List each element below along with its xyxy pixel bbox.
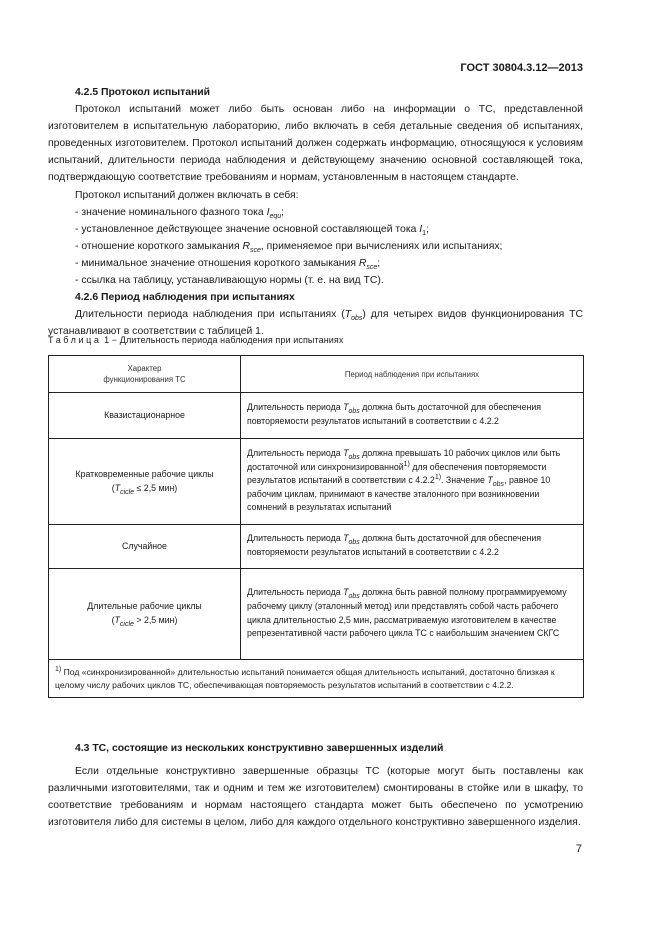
page-number: 7 <box>575 843 582 855</box>
period-cell: Длительность периода $T_{obs}$ должна быть достаточной для обеспечения повторяемости результатов испытаний в соответствии с 4.2.2 <box>241 525 584 569</box>
paragraph: Длительности периода наблюдения при испытаниях $(T_{obs})$ для четырех видов функционирования ТС устанавливают в соответствии с таблицей 1. <box>48 309 583 338</box>
col-header-mode: Характер функционирования ТС <box>49 356 241 393</box>
observation-period-table <box>48 355 584 698</box>
section-title: 4.2.6 Период наблюдения при испытаниях <box>75 292 295 304</box>
table-row <box>49 393 584 439</box>
list-item: - установленное действующее значение основной составляющей тока $I_1$; <box>75 223 429 237</box>
mode-cell: Длительные рабочие циклы ($T_{cicle} > 2,5$ мин) <box>49 569 241 660</box>
table-footnote-row <box>49 660 584 698</box>
table-header-row <box>49 356 584 393</box>
paragraph: Протокол испытаний должен включать в себя: <box>75 189 299 201</box>
table-row <box>49 525 584 569</box>
mode-cell: Квазистационарное <box>49 393 241 439</box>
document-id: ГОСТ 30804.3.12—2013 <box>460 62 583 74</box>
period-cell: Длительность периода $T_{obs}$ должна быть равной полному программируемому рабочему циклу (эталонный метод) или представлять собой часть рабочего цикла длительностью 2,5 мин, рассматриваемую изготовителем в качестве репрезентативной части рабочего цикла ТС с наибольшим значением СКГС <box>241 569 584 660</box>
table-footnote: $^{1)}$ Под «синхронизированной» длительностью испытаний понимается общая длительность испытаний, достаточно близкая к целому числу рабочих циклов ТС, обеспечивающая повторяемость результатов испытаний в соответствии с 4.2.2. <box>49 660 584 698</box>
mode-cell: Случайное <box>49 525 241 569</box>
table-row <box>49 439 584 525</box>
period-cell: Длительность периода $T_{obs}$ должна быть достаточной для обеспечения повторяемости результатов испытаний в соответствии с 4.2.2 <box>241 393 584 439</box>
section-title: 4.2.5 Протокол испытаний <box>75 87 211 98</box>
list-item: - значение номинального фазного тока $I_{equ}$; <box>75 206 285 220</box>
paragraph: Если отдельные конструктивно завершенные образцы ТС (которые могут быть поставлены как различными изготовителями, так и одним и тем же изготовителем) смонтированы в стойке или в шкафу, то соответствие требованиям и нормам настоящего стандарта может быть обеспечено по усмотрению изготовителя либо для системы в целом, либо для каждого отдельного конструктивно завершенного изделия. <box>48 766 583 829</box>
col-header-period: Период наблюдения при испытаниях <box>241 356 584 393</box>
table-caption: Таблица 1 − Длительность периода наблюдения при испытаниях <box>48 335 344 345</box>
list-item: - минимальное значение отношения короткого замыкания $R_{sce}$; <box>75 257 381 272</box>
mode-cell: Кратковременные рабочие циклы ($T_{cicle} \le 2,5$ мин) <box>49 439 241 525</box>
list-item: - отношение короткого замыкания $R_{sce}$, применяемое при вычислениях или испытаниях; <box>75 240 503 254</box>
list-item: - ссылка на таблицу, устанавливающую нормы (т. е. на вид ТС). <box>75 275 384 287</box>
table-row <box>49 569 584 660</box>
section-title: 4.3 ТС, состоящие из нескольких конструктивно завершенных изделий <box>75 743 444 754</box>
paragraph: Протокол испытаний может либо быть основан либо на информации о ТС, представленной изготовителем в испытательную лабораторию, либо включать в себя детальные сведения об испытаниях, проведенных изготовителем. Протокол испытаний должен содержать информацию, относящуюся к условиям испытаний, длительности периода наблюдения и действующему значению основной составляющей тока, подтверждающую соответствие требованиям и нормам, установленным в настоящем стандарте. <box>48 104 583 184</box>
section-4-2-5 <box>48 84 583 340</box>
section-4-3 <box>48 740 583 831</box>
protocol-contents-list <box>48 204 583 289</box>
period-cell: Длительность периода $T_{obs}$ должна превышать 10 рабочих циклов или быть достаточной или синхронизированной$^{1)}$ для обеспечения повторяемости результатов испытаний в соответствии с 4.2.2$^{1)}$. Значение $T_{obs}$, равное 10 рабочим циклам, принимают в качестве эталонного при возникновении сомнений в результатах испытаний <box>241 439 584 525</box>
